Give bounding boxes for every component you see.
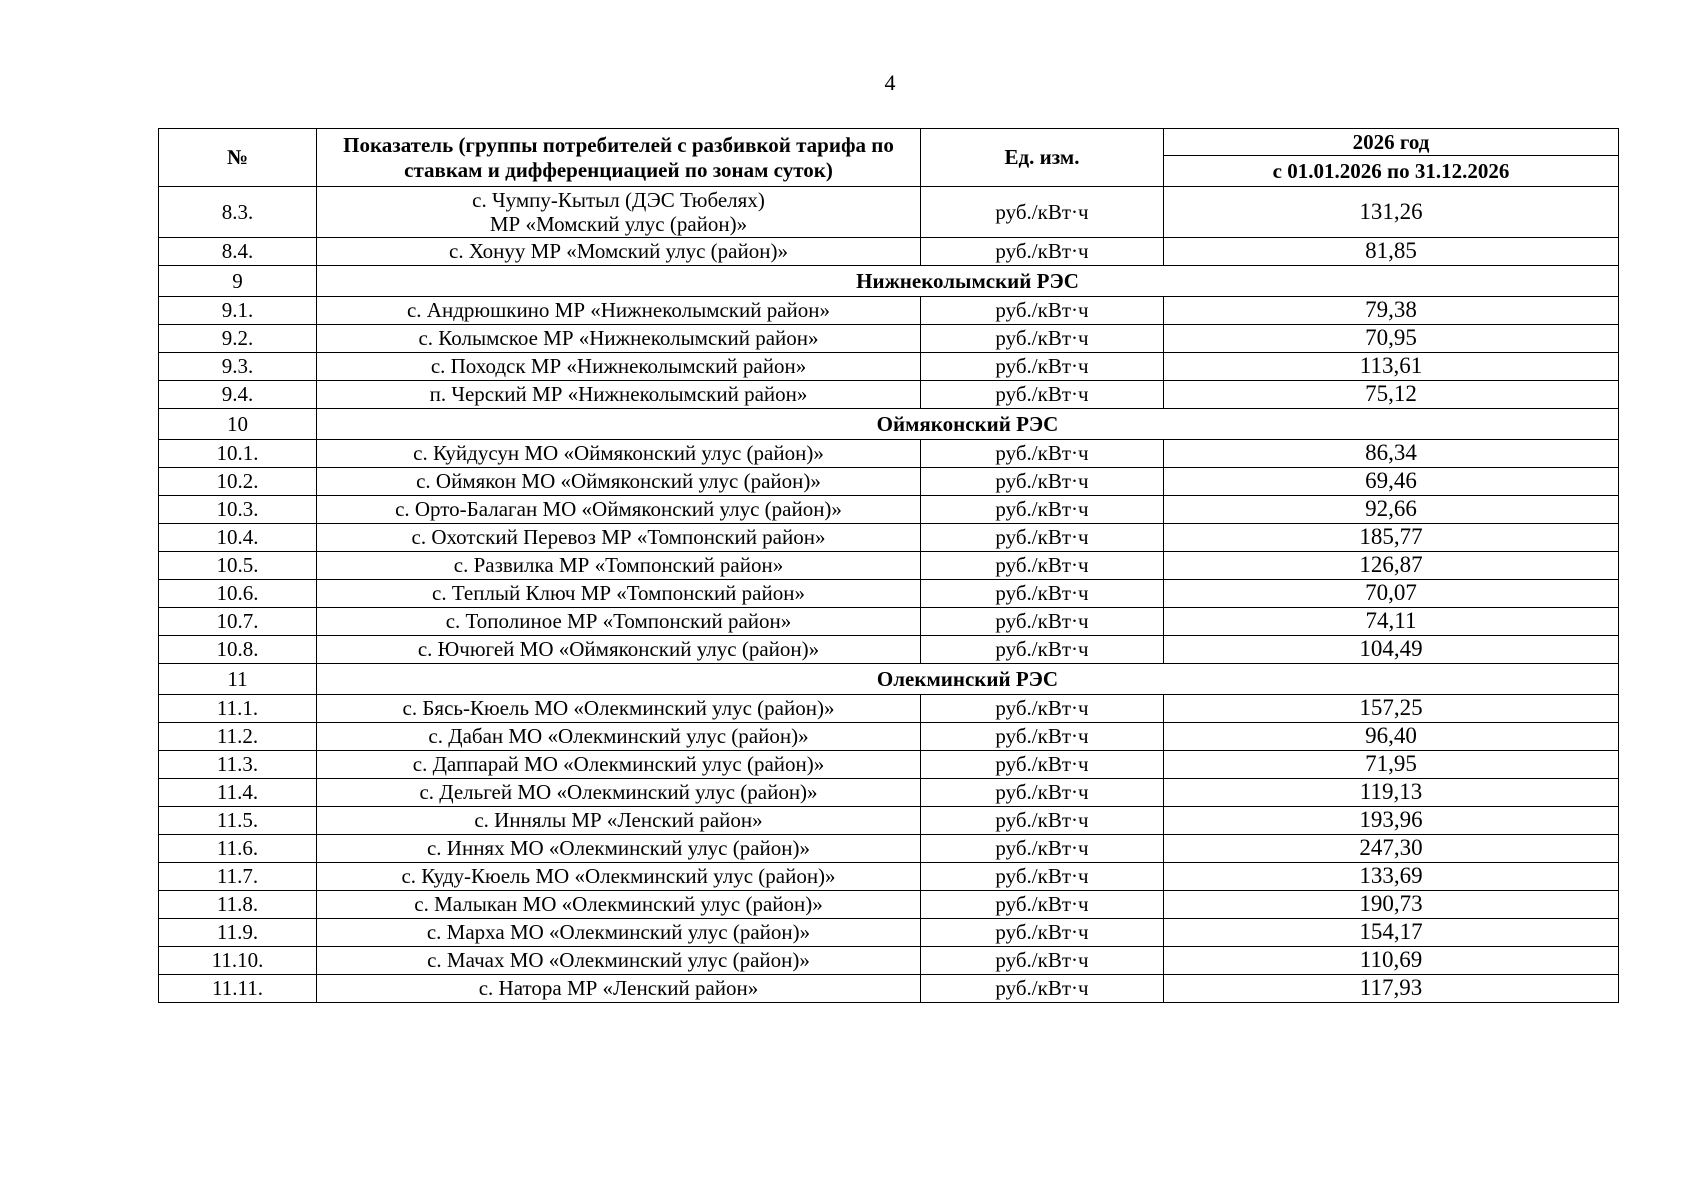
unit: руб./кВт·ч <box>921 636 1164 664</box>
unit: руб./кВт·ч <box>921 440 1164 468</box>
table-row <box>159 975 1619 1003</box>
row-number: 10.6. <box>159 580 317 608</box>
tariff-value: 117,93 <box>1164 975 1619 1003</box>
unit: руб./кВт·ч <box>921 723 1164 751</box>
table-row <box>159 751 1619 779</box>
consumer-name: с. Хонуу МР «Момский улус (район)» <box>317 238 921 266</box>
group-name: Оймяконский РЭС <box>317 409 1619 440</box>
page-number: 4 <box>884 70 896 95</box>
row-number: 10.1. <box>159 440 317 468</box>
consumer-name: с. Мачах МО «Олекминский улус (район)» <box>317 947 921 975</box>
row-number: 11.11. <box>159 975 317 1003</box>
header-indicator: Показатель (группы потребителей с разбивкой тарифа по ставкам и дифференциацией по зонам суток) <box>317 129 921 187</box>
tariff-value: 133,69 <box>1164 863 1619 891</box>
tariff-value: 71,95 <box>1164 751 1619 779</box>
row-number: 11.10. <box>159 947 317 975</box>
group-number: 11 <box>159 664 317 695</box>
unit: руб./кВт·ч <box>921 608 1164 636</box>
unit: руб./кВт·ч <box>921 297 1164 325</box>
tariff-value: 104,49 <box>1164 636 1619 664</box>
tariff-value: 119,13 <box>1164 779 1619 807</box>
row-number: 11.4. <box>159 779 317 807</box>
unit: руб./кВт·ч <box>921 807 1164 835</box>
table-body <box>159 187 1619 1003</box>
table-row <box>159 695 1619 723</box>
table-row <box>159 381 1619 409</box>
tariff-value: 81,85 <box>1164 238 1619 266</box>
unit: руб./кВт·ч <box>921 580 1164 608</box>
header-num: № <box>159 129 317 187</box>
consumer-name: с. Даппарай МО «Олекминский улус (район)» <box>317 751 921 779</box>
unit: руб./кВт·ч <box>921 524 1164 552</box>
table-row <box>159 468 1619 496</box>
tariff-value: 185,77 <box>1164 524 1619 552</box>
row-number: 11.6. <box>159 835 317 863</box>
tariff-table <box>158 128 1619 1003</box>
consumer-name: с. Тополиное МР «Томпонский район» <box>317 608 921 636</box>
table-row <box>159 947 1619 975</box>
tariff-value: 69,46 <box>1164 468 1619 496</box>
consumer-name: с. Иннялы МР «Ленский район» <box>317 807 921 835</box>
group-number: 9 <box>159 266 317 297</box>
tariff-value: 79,38 <box>1164 297 1619 325</box>
consumer-name: с. Походск МР «Нижнеколымский район» <box>317 353 921 381</box>
consumer-name: с. Иннях МО «Олекминский улус (район)» <box>317 835 921 863</box>
table-row <box>159 807 1619 835</box>
row-number: 11.1. <box>159 695 317 723</box>
row-number: 11.9. <box>159 919 317 947</box>
row-number: 10.2. <box>159 468 317 496</box>
group-row <box>159 266 1619 297</box>
consumer-name: с. Дельгей МО «Олекминский улус (район)» <box>317 779 921 807</box>
row-number: 11.8. <box>159 891 317 919</box>
tariff-value: 70,07 <box>1164 580 1619 608</box>
table-row <box>159 891 1619 919</box>
table-row <box>159 297 1619 325</box>
row-number: 8.4. <box>159 238 317 266</box>
consumer-name: с. Куду-Кюель МО «Олекминский улус (район)» <box>317 863 921 891</box>
table-row <box>159 723 1619 751</box>
consumer-name: с. Андрюшкино МР «Нижнеколымский район» <box>317 297 921 325</box>
tariff-value: 74,11 <box>1164 608 1619 636</box>
group-row <box>159 664 1619 695</box>
unit: руб./кВт·ч <box>921 238 1164 266</box>
table-row <box>159 835 1619 863</box>
row-number: 10.4. <box>159 524 317 552</box>
group-name: Нижнеколымский РЭС <box>317 266 1619 297</box>
consumer-name: с. Марха МО «Олекминский улус (район)» <box>317 919 921 947</box>
table-row <box>159 919 1619 947</box>
row-number: 9.2. <box>159 325 317 353</box>
consumer-name: с. Колымское МР «Нижнеколымский район» <box>317 325 921 353</box>
tariff-value: 86,34 <box>1164 440 1619 468</box>
table-row <box>159 496 1619 524</box>
tariff-value: 126,87 <box>1164 552 1619 580</box>
unit: руб./кВт·ч <box>921 975 1164 1003</box>
table-row <box>159 187 1619 238</box>
consumer-name: с. Дабан МО «Олекминский улус (район)» <box>317 723 921 751</box>
tariff-value: 92,66 <box>1164 496 1619 524</box>
row-number: 9.4. <box>159 381 317 409</box>
tariff-value: 75,12 <box>1164 381 1619 409</box>
group-name: Олекминский РЭС <box>317 664 1619 695</box>
group-number: 10 <box>159 409 317 440</box>
consumer-name <box>317 187 921 238</box>
row-number: 9.3. <box>159 353 317 381</box>
unit: руб./кВт·ч <box>921 381 1164 409</box>
group-row <box>159 409 1619 440</box>
consumer-name: с. Оймякон МО «Оймяконский улус (район)» <box>317 468 921 496</box>
consumer-name: с. Куйдусун МО «Оймяконский улус (район)» <box>317 440 921 468</box>
unit: руб./кВт·ч <box>921 891 1164 919</box>
tariff-value: 70,95 <box>1164 325 1619 353</box>
consumer-name-line: с. Чумпу-Кытыл (ДЭС Тюбелях) <box>472 187 765 212</box>
row-number: 10.5. <box>159 552 317 580</box>
unit: руб./кВт·ч <box>921 863 1164 891</box>
unit: руб./кВт·ч <box>921 468 1164 496</box>
unit: руб./кВт·ч <box>921 496 1164 524</box>
table-row <box>159 238 1619 266</box>
table-row <box>159 608 1619 636</box>
table-row <box>159 580 1619 608</box>
unit: руб./кВт·ч <box>921 552 1164 580</box>
unit: руб./кВт·ч <box>921 835 1164 863</box>
table-row <box>159 779 1619 807</box>
unit: руб./кВт·ч <box>921 325 1164 353</box>
consumer-name: с. Бясь-Кюель МО «Олекминский улус (район)» <box>317 695 921 723</box>
header-year: 2026 год <box>1164 129 1619 156</box>
tariff-value: 154,17 <box>1164 919 1619 947</box>
consumer-name: с. Развилка МР «Томпонский район» <box>317 552 921 580</box>
table-row <box>159 325 1619 353</box>
unit: руб./кВт·ч <box>921 779 1164 807</box>
row-number: 10.8. <box>159 636 317 664</box>
tariff-value: 157,25 <box>1164 695 1619 723</box>
header-period: с 01.01.2026 по 31.12.2026 <box>1164 156 1619 187</box>
unit: руб./кВт·ч <box>921 695 1164 723</box>
consumer-name: с. Ючюгей МО «Оймяконский улус (район)» <box>317 636 921 664</box>
unit: руб./кВт·ч <box>921 751 1164 779</box>
unit: руб./кВт·ч <box>921 353 1164 381</box>
consumer-name: с. Натора МР «Ленский район» <box>317 975 921 1003</box>
tariff-value: 193,96 <box>1164 807 1619 835</box>
row-number: 8.3. <box>159 187 317 238</box>
row-number: 11.2. <box>159 723 317 751</box>
row-number: 10.3. <box>159 496 317 524</box>
table-row <box>159 863 1619 891</box>
row-number: 9.1. <box>159 297 317 325</box>
tariff-value: 96,40 <box>1164 723 1619 751</box>
unit: руб./кВт·ч <box>921 187 1164 238</box>
tariff-value: 247,30 <box>1164 835 1619 863</box>
row-number: 11.3. <box>159 751 317 779</box>
unit: руб./кВт·ч <box>921 919 1164 947</box>
table-row <box>159 524 1619 552</box>
tariff-value: 131,26 <box>1164 187 1619 238</box>
header-unit: Ед. изм. <box>921 129 1164 187</box>
unit: руб./кВт·ч <box>921 947 1164 975</box>
consumer-name: с. Малыкан МО «Олекминский улус (район)» <box>317 891 921 919</box>
table-row <box>159 636 1619 664</box>
consumer-name: п. Черский МР «Нижнеколымский район» <box>317 381 921 409</box>
table-row <box>159 552 1619 580</box>
consumer-name: с. Теплый Ключ МР «Томпонский район» <box>317 580 921 608</box>
consumer-name-line: МР «Момский улус (район)» <box>489 212 748 236</box>
row-number: 10.7. <box>159 608 317 636</box>
consumer-name: с. Охотский Перевоз МР «Томпонский район» <box>317 524 921 552</box>
table-row <box>159 440 1619 468</box>
tariff-value: 110,69 <box>1164 947 1619 975</box>
tariff-value: 190,73 <box>1164 891 1619 919</box>
table-row <box>159 353 1619 381</box>
row-number: 11.7. <box>159 863 317 891</box>
tariff-value: 113,61 <box>1164 353 1619 381</box>
consumer-name: с. Орто-Балаган МО «Оймяконский улус (район)» <box>317 496 921 524</box>
row-number: 11.5. <box>159 807 317 835</box>
